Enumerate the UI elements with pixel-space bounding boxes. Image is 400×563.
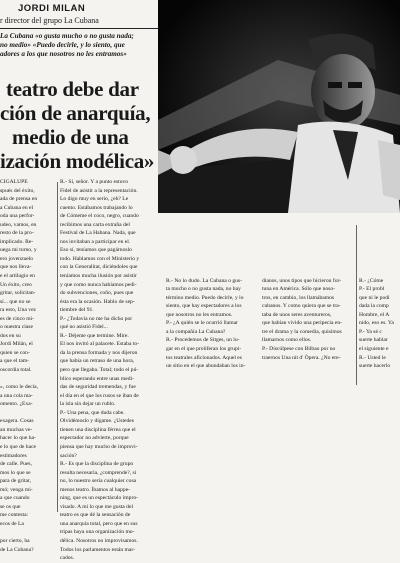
- column-line: [359, 165, 400, 174]
- column-line: [166, 217, 258, 226]
- column-line: [166, 97, 258, 106]
- column-line: que ni le podi: [359, 294, 390, 301]
- column-line: ésta era la ocasión. Hablo de sep-: [60, 298, 135, 305]
- column-line: nido, eso es. Ya: [359, 320, 394, 327]
- column-line: de La Cubana?: [0, 546, 34, 553]
- column-line: para de gritar,: [0, 478, 31, 485]
- column-line: tienen una disciplina férrea que el: [60, 426, 136, 433]
- column-line: [262, 234, 352, 243]
- column-line: [359, 123, 400, 132]
- column-line: [359, 217, 400, 226]
- column-line: [262, 268, 352, 277]
- column-line: espectador no advierte, porque: [60, 435, 129, 442]
- column-line: [166, 106, 258, 115]
- column-line: recibimos una carta extraña del: [60, 221, 130, 228]
- pull-quote-line: La Cubana «o gusta mucho o no gusta nada;: [0, 32, 134, 40]
- column-line: [166, 140, 258, 149]
- column-line: [0, 375, 54, 384]
- column-line: pero que llegaba. Total; todo el pú-: [60, 367, 139, 374]
- column-line: das de seguridad tremendas, y fue: [60, 384, 136, 391]
- column-line: [359, 131, 400, 140]
- column-line: [359, 251, 400, 260]
- text-column-5: [359, 80, 400, 371]
- column-line: », como le decía,: [0, 384, 39, 391]
- column-line: R.- Usted le: [359, 354, 386, 361]
- column-line: R.- No lo dudo. La Cubana o gus-: [166, 277, 242, 284]
- column-line: [166, 259, 258, 268]
- column-line: no, lo nuestro sería cualquier cosa: [60, 478, 137, 485]
- column-line: mos lo que se: [0, 469, 31, 476]
- column-line: una anarquía total, pero que en sus: [60, 520, 138, 527]
- column-line: da la prensa formada y nos dijeron: [60, 349, 138, 356]
- column-line: [166, 242, 258, 251]
- column-line: el siguiente e: [359, 345, 389, 352]
- column-line: [262, 200, 352, 209]
- column-line: P.- ¿A quién se le ocurrió llamar: [166, 320, 238, 327]
- column-line: tiembre del 91.: [60, 307, 94, 314]
- column-line: la isla sin dejar un rublo.: [60, 401, 116, 408]
- headline: [0, 77, 168, 173]
- author-name: JORDI MILAN: [18, 3, 86, 14]
- column-line: Fidel de asistir a la representación.: [60, 187, 138, 194]
- headline-line: ción de anarquía,: [0, 101, 151, 125]
- column-line: llamarnos como ellos.: [262, 337, 312, 344]
- column-line: [262, 217, 352, 226]
- column-line: resto de la pro-: [0, 230, 34, 237]
- column-line: implicado. Re-: [0, 238, 34, 245]
- column-line: a que cuando: [0, 495, 30, 502]
- column-line: [359, 140, 400, 149]
- column-line: [262, 242, 352, 251]
- column-line: tos teatrales aficionados. Aquel es: [166, 354, 242, 361]
- column-line: visado. A mí lo que me gusta del: [60, 503, 134, 510]
- column-divider: [57, 182, 58, 512]
- column-line: teatro es que dé la sensación de: [60, 512, 131, 519]
- column-line: y que como nunca habíamos pedi-: [60, 281, 137, 288]
- pull-quote: [0, 32, 160, 60]
- column-line: el día en el que los rusos se iban de: [60, 392, 139, 399]
- column-line: se os que: [0, 503, 21, 510]
- column-line: Hombre, el A: [359, 311, 390, 318]
- column-line: R.- Es que la disciplina de grupo: [60, 461, 134, 468]
- column-line: [0, 528, 54, 537]
- column-line: [262, 97, 352, 106]
- column-line: [262, 174, 352, 183]
- column-line: con la Generalitat, diciéndoles que: [60, 264, 138, 271]
- column-line: dos en su: [0, 332, 21, 339]
- column-line: traernos Una nit d' Òpera. ¿No ere-: [262, 354, 341, 361]
- column-line: exagera. Cosas: [0, 418, 34, 425]
- column-line: [166, 251, 258, 260]
- column-line: [359, 157, 400, 166]
- column-line: ning, que es un espectáculo impro-: [60, 495, 138, 502]
- column-line: P.- Una pena, que duda cabe.: [60, 409, 125, 416]
- column-line: cuento. Estábamos trabajando lo: [60, 204, 133, 211]
- header-rule: [0, 28, 160, 29]
- column-line: a una cola ma-: [0, 392, 33, 399]
- column-line: o nuestra clase: [0, 324, 33, 331]
- column-line: [166, 183, 258, 192]
- column-line: [262, 148, 352, 157]
- column-line: de calle. Pues,: [0, 461, 32, 468]
- column-line: P.- Ya sé c: [359, 328, 382, 335]
- column-line: teníamos mucha ilusión por asistir: [60, 273, 137, 280]
- column-line: [262, 259, 352, 268]
- author-role: r director del grupo La Cubana: [0, 16, 99, 25]
- text-column-2: [60, 178, 162, 563]
- column-line: nos invitaban a participar en el.: [60, 238, 131, 245]
- column-line: [166, 148, 258, 157]
- column-line: [359, 106, 400, 115]
- column-line: a que el tam-: [0, 358, 30, 365]
- column-line: [166, 174, 258, 183]
- column-line: [262, 89, 352, 98]
- column-line: ero jovenzuelo: [0, 255, 34, 262]
- column-line: [359, 80, 400, 89]
- headline-line: teatro debe dar: [6, 77, 139, 101]
- column-line: [359, 225, 400, 234]
- column-line: [359, 97, 400, 106]
- column-line: piensa que hay mucho de improvi-: [60, 443, 138, 450]
- text-column-4: [262, 80, 352, 362]
- column-line: tros, en cambio, los llamábamos: [262, 294, 335, 301]
- column-line: [359, 114, 400, 123]
- column-line: que habían vivido una peripecia en-: [262, 320, 342, 327]
- column-line: resulta necesaria, ¿comprende?, si: [60, 469, 137, 476]
- column-line: sí... que no se: [0, 298, 31, 305]
- column-line: ra esto, Una vez: [0, 307, 37, 314]
- column-line: Jordi Milán, el: [0, 341, 33, 348]
- text-column-3: [166, 80, 258, 371]
- text-column-1: [0, 178, 54, 554]
- column-line: [166, 80, 258, 89]
- column-line: [262, 165, 352, 174]
- column-line: suerte hablar: [359, 337, 388, 344]
- column-line: [262, 140, 352, 149]
- column-line: [359, 268, 400, 277]
- column-line: [262, 80, 352, 89]
- column-line: [359, 183, 400, 192]
- pull-quote-line: no medio» «Puedo decirle, y lo siento, que: [0, 41, 125, 50]
- column-line: mó; venga mi-: [0, 486, 33, 493]
- column-line: [262, 106, 352, 115]
- column-line: [262, 114, 352, 123]
- column-line: que había un retraso de una hora,: [60, 358, 135, 365]
- column-line: [359, 242, 400, 251]
- column-line: que nos lleva-: [0, 264, 32, 271]
- column-line: [359, 259, 400, 268]
- column-line: délica. Nosotros no improvisamos.: [60, 537, 138, 544]
- column-line: suerte hacerlo: [359, 363, 391, 370]
- column-line: [166, 123, 258, 132]
- column-line: [359, 234, 400, 243]
- column-line: [359, 148, 400, 157]
- column-line: término medio. Puedo decirle, y lo: [166, 294, 244, 301]
- column-line: dianos, unos tipos que hicieron for-: [262, 277, 342, 284]
- column-line: [359, 174, 400, 183]
- column-line: [166, 234, 258, 243]
- column-line: es de cinco mi-: [0, 315, 35, 322]
- column-line: Eso sí, teníamos que pagárnoslo: [60, 247, 132, 254]
- column-line: a la compañía La Cubana?: [166, 328, 226, 335]
- column-line: P.- Díscúlpese con Bilbao por no: [262, 345, 336, 352]
- column-line: gritar, solicitan-: [0, 290, 36, 297]
- column-line: [166, 208, 258, 217]
- column-line: Olvidémoslo y dígame. ¿Ustedes: [60, 418, 134, 425]
- column-line: e el artilugio en: [0, 273, 35, 280]
- column-line: me contesta:: [0, 512, 29, 519]
- column-line: [262, 208, 352, 217]
- column-line: e lo que de hace: [0, 443, 37, 450]
- column-line: oda una perfor-: [0, 213, 35, 220]
- column-line: uega mi turno, y: [0, 247, 37, 254]
- column-line: [0, 409, 54, 418]
- column-line: por cierto, ha: [0, 537, 30, 544]
- column-line: [262, 157, 352, 166]
- column-line: un sitio en el que abundaban los in-: [166, 363, 246, 370]
- column-line: [262, 191, 352, 200]
- column-line: hacer lo que ha-: [0, 435, 36, 442]
- column-line: [262, 123, 352, 132]
- column-line: do subvenciones, coño, pues que: [60, 290, 134, 297]
- column-line: udeo, vamos, en: [0, 221, 37, 228]
- column-line: cados.: [60, 555, 75, 562]
- column-line: estimadores: [0, 452, 27, 459]
- column-line: [166, 114, 258, 123]
- headline-line: medio de una: [12, 125, 129, 149]
- column-line: [166, 191, 258, 200]
- column-line: CIGALUPE: [0, 179, 28, 185]
- column-line: Un éxito, creo: [0, 281, 32, 288]
- column-line: [359, 191, 400, 200]
- column-line: [166, 165, 258, 174]
- column-line: tuna en América. Sólo que noso-: [262, 286, 336, 293]
- column-line: cubanos. Y como quiera que se tra-: [262, 303, 341, 310]
- column-line: [166, 225, 258, 234]
- column-line: tripas haya una organización mo-: [60, 529, 135, 536]
- column-line: [166, 200, 258, 209]
- column-line: R.- ¿Cóme: [359, 277, 384, 284]
- column-line: [166, 157, 258, 166]
- column-line: R.- Sí, señor. Y a punto estuvo: [60, 179, 129, 185]
- column-line: ta mucho o no gusta nada, no hay: [166, 286, 241, 293]
- column-line: todo. Hablamos con el Ministerio y: [60, 255, 140, 262]
- column-line: El nos invitó al palacete. Estaba to-: [60, 341, 140, 348]
- column-line: [166, 89, 258, 98]
- column-line: omento. ¿Exa-: [0, 401, 33, 408]
- column-line: que nosotros no les entramos.: [166, 311, 233, 318]
- column-line: [262, 183, 352, 192]
- column-line: de Cómeme el coco, negro, cuando: [60, 213, 139, 220]
- column-line: [262, 131, 352, 140]
- column-line: R.- Déjeme que termine. Mire.: [60, 332, 129, 339]
- column-line: spués del éxito,: [0, 187, 35, 194]
- column-line: [166, 268, 258, 277]
- column-line: Todos los parlamentos están mar-: [60, 546, 135, 553]
- column-line: [262, 225, 352, 234]
- column-line: sación?: [60, 452, 77, 459]
- column-line: a Cubana en el: [0, 204, 34, 211]
- column-line: gar en el que proliferan los grupi-: [166, 345, 242, 352]
- column-line: [166, 131, 258, 140]
- column-line: ecos de La: [0, 520, 24, 527]
- column-line: R.- Procedemos de Sitges, un lu-: [166, 337, 240, 344]
- column-line: P.- ¿Todavía no me ha dicho por: [60, 315, 133, 322]
- column-line: taba de unos seres aventureros,: [262, 311, 332, 318]
- headline-line: ización modélica»: [0, 149, 155, 173]
- column-line: [359, 208, 400, 217]
- column-line: P.- El probl: [359, 286, 385, 293]
- column-line: qué no asistió Fidel...: [60, 324, 108, 331]
- column-line: tre el drama y la comedia, quisimos: [262, 328, 342, 335]
- column-line: Lo digo muy en serio, ¿eh? Le: [60, 196, 129, 203]
- column-line: [262, 251, 352, 260]
- column-line: blico esperando entre unas medi-: [60, 375, 134, 382]
- column-line: siento, que hay espectadores a los: [166, 303, 242, 310]
- pull-quote-line: adores a los que nosotros no les entramos»: [0, 50, 127, 59]
- column-line: an muchas ve-: [0, 426, 33, 433]
- column-line: dada la comp: [359, 303, 389, 310]
- column-line: oscordia total.: [0, 367, 32, 374]
- column-line: Festival de La Habana. Nada, que: [60, 230, 136, 237]
- column-line: quien se con-: [0, 349, 30, 356]
- column-line: ada de prensa en: [0, 196, 38, 203]
- column-divider: [356, 225, 357, 385]
- column-line: [359, 200, 400, 209]
- column-line: [359, 89, 400, 98]
- column-line: menos teatro. Íbamos al happe-: [60, 486, 131, 493]
